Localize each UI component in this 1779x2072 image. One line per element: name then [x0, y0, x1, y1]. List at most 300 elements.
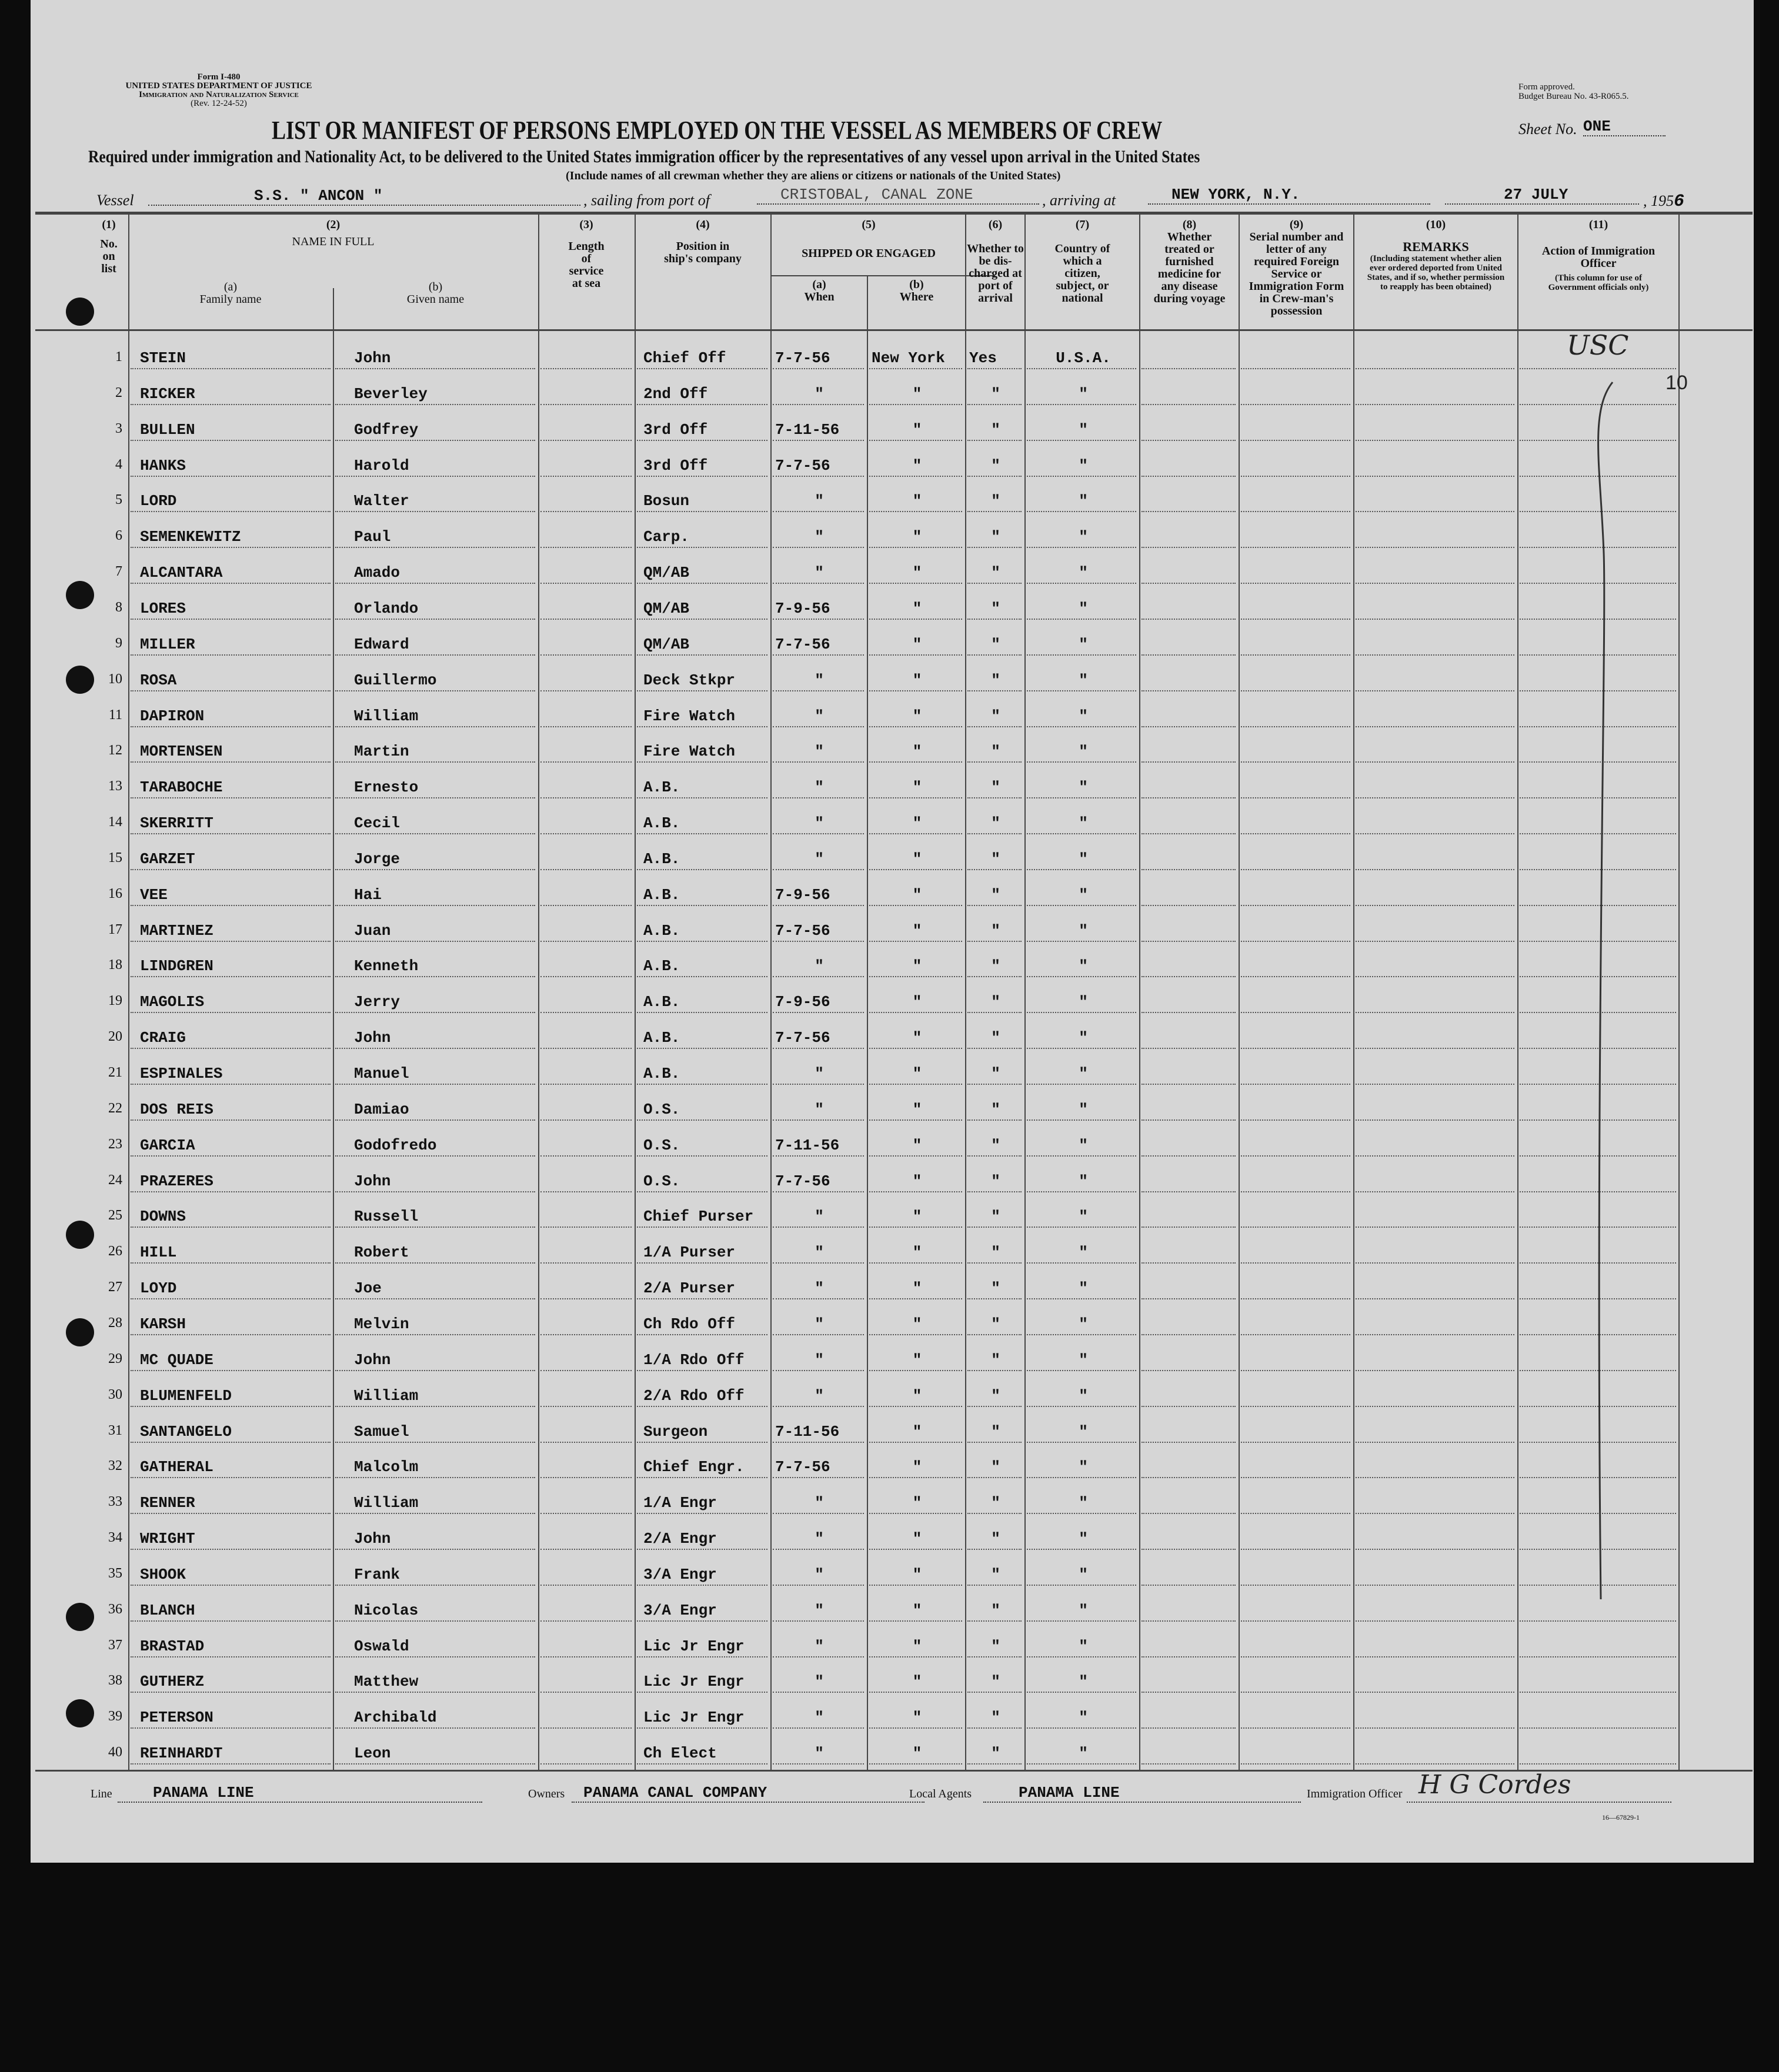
entry-line — [869, 690, 962, 691]
shipped-when: 7-11-56 — [775, 1136, 840, 1154]
shipped-when: " — [815, 1208, 824, 1226]
shipped-when: 7-7-56 — [775, 349, 830, 367]
country: " — [1079, 921, 1088, 940]
entry-line — [637, 941, 767, 942]
entry-line — [773, 1656, 864, 1657]
entry-line — [540, 1084, 632, 1085]
discharge-at-arrival: " — [991, 1637, 1000, 1655]
entry-line — [131, 797, 331, 798]
header-bottom-rule — [35, 329, 1753, 331]
entry-line — [637, 583, 767, 584]
entry-line — [1241, 941, 1350, 942]
entry-line — [869, 1406, 962, 1407]
discharge-at-arrival: " — [991, 707, 1000, 725]
entry-line — [335, 368, 535, 369]
line-value: PANAMA LINE — [118, 1784, 482, 1803]
entry-line — [1241, 511, 1350, 512]
position: 1/A Engr — [643, 1494, 717, 1512]
discharge-at-arrival: " — [991, 671, 1000, 689]
entry-line — [773, 1012, 864, 1013]
entry-line — [540, 368, 632, 369]
entry-line — [773, 905, 864, 906]
position: 3rd Off — [643, 420, 708, 439]
entry-line — [773, 1513, 864, 1514]
entry-line — [1142, 690, 1236, 691]
entry-line — [637, 1477, 767, 1478]
entry-line — [335, 1155, 535, 1157]
entry-line — [773, 690, 864, 691]
entry-line — [335, 1262, 535, 1264]
discharge-at-arrival: " — [991, 1565, 1000, 1583]
position: Chief Off — [643, 349, 726, 367]
crew-row — [31, 699, 1754, 735]
country: " — [1079, 1458, 1088, 1476]
entry-line — [869, 1227, 962, 1228]
col6-header: (6) Whether to be dis-charged at port of arrival — [967, 218, 1024, 305]
entry-line — [335, 941, 535, 942]
entry-line — [540, 404, 632, 405]
sheet-label: Sheet No. — [1518, 121, 1577, 138]
entry-line — [1356, 976, 1514, 977]
shipped-when: " — [815, 1315, 824, 1333]
entry-line — [1027, 368, 1136, 369]
sheet-number: ONE — [1583, 118, 1665, 136]
entry-line — [637, 976, 767, 977]
family-name: RICKER — [140, 385, 195, 403]
entry-line — [773, 511, 864, 512]
entry-line — [335, 1763, 535, 1764]
shipped-where: " — [912, 1065, 922, 1082]
entry-line — [335, 476, 535, 477]
entry-line — [773, 1298, 864, 1299]
entry-line — [335, 797, 535, 798]
entry-line — [335, 1298, 535, 1299]
row-number: 40 — [108, 1745, 122, 1760]
position: QM/AB — [643, 635, 690, 653]
entry-line — [335, 1334, 535, 1335]
family-name: KARSH — [140, 1315, 186, 1333]
given-name: Paul — [354, 528, 391, 546]
agents-value: PANAMA LINE — [983, 1784, 1301, 1803]
shipped-where: " — [912, 1530, 922, 1548]
discharge-at-arrival: " — [991, 1065, 1000, 1082]
entry-line — [131, 1048, 331, 1049]
country: " — [1079, 456, 1088, 474]
entry-line — [637, 1298, 767, 1299]
form-identity — [101, 73, 336, 108]
position: Ch Rdo Off — [643, 1315, 736, 1333]
entry-line — [335, 833, 535, 834]
entry-line — [540, 654, 632, 656]
given-name: Joe — [354, 1279, 382, 1298]
entry-line — [540, 476, 632, 477]
country: " — [1079, 778, 1088, 797]
entry-line — [540, 833, 632, 834]
entry-line — [967, 726, 1022, 727]
shipped-when: 7-9-56 — [775, 599, 830, 617]
entry-line — [967, 654, 1022, 656]
table-top-rule — [35, 212, 1753, 215]
crew-row — [31, 1593, 1754, 1629]
country: " — [1079, 1530, 1088, 1548]
entry-line — [1142, 511, 1236, 512]
count-annotation: 10 — [1665, 372, 1688, 394]
entry-line — [1027, 1585, 1136, 1586]
family-name: SANTANGELO — [140, 1422, 232, 1441]
entry-line — [773, 833, 864, 834]
entry-line — [1241, 1262, 1350, 1264]
shipped-when: " — [815, 564, 824, 582]
given-name: Archibald — [354, 1709, 437, 1727]
entry-line — [637, 1048, 767, 1049]
entry-line — [335, 1620, 535, 1622]
entry-line — [967, 797, 1022, 798]
given-name: Jorge — [354, 850, 400, 868]
entry-line — [773, 1727, 864, 1729]
family-name: LINDGREN — [140, 957, 213, 975]
shipped-where: " — [912, 1386, 922, 1405]
entry-line — [637, 1656, 767, 1657]
country: " — [1079, 1279, 1088, 1298]
crew-row — [31, 1700, 1754, 1736]
given-name: Orlando — [354, 599, 419, 617]
entry-line — [869, 583, 962, 584]
entry-line — [131, 654, 331, 656]
entry-line — [1356, 905, 1514, 906]
entry-line — [773, 1763, 864, 1764]
row-number: 1 — [115, 349, 122, 365]
entry-line — [1142, 583, 1236, 584]
entry-line — [540, 1155, 632, 1157]
entry-line — [637, 404, 767, 405]
discharge-at-arrival: " — [991, 743, 1000, 761]
entry-line — [1241, 583, 1350, 584]
entry-line — [869, 1012, 962, 1013]
position: 1/A Purser — [643, 1244, 736, 1262]
shipped-where: " — [912, 1208, 922, 1226]
shipped-where: " — [912, 385, 922, 403]
entry-line — [967, 1012, 1022, 1013]
country: " — [1079, 1494, 1088, 1512]
entry-line — [1356, 368, 1514, 369]
col2-header: (2) NAME IN FULL — [292, 218, 375, 248]
entry-line — [1241, 547, 1350, 548]
shipped-when: " — [815, 1565, 824, 1583]
position: A.B. — [643, 1065, 680, 1082]
vessel-label: Vessel — [96, 192, 134, 209]
entry-line — [1356, 1262, 1514, 1264]
country: " — [1079, 420, 1088, 439]
revision: (Rev. 12-24-52) — [191, 99, 247, 108]
shipped-when: " — [815, 743, 824, 761]
entry-line — [335, 690, 535, 691]
entry-line — [131, 1513, 331, 1514]
position: 2/A Purser — [643, 1279, 736, 1298]
entry-line — [131, 1370, 331, 1371]
entry-line — [1142, 1262, 1236, 1264]
shipped-where: " — [912, 743, 922, 761]
crew-row — [31, 1271, 1754, 1307]
family-name: DOS REIS — [140, 1100, 213, 1118]
punch-hole — [66, 1221, 94, 1249]
arrival-date: 27 JULY — [1445, 186, 1639, 205]
entry-line — [540, 1048, 632, 1049]
row-number: 36 — [108, 1601, 122, 1617]
entry-line — [1142, 1406, 1236, 1407]
entry-line — [1027, 1620, 1136, 1622]
shipped-where: " — [912, 707, 922, 725]
entry-line — [131, 1262, 331, 1264]
entry-line — [1241, 1298, 1350, 1299]
entry-line — [869, 1763, 962, 1764]
position: A.B. — [643, 850, 680, 868]
given-name: Guillermo — [354, 671, 437, 689]
entry-line — [967, 583, 1022, 584]
discharge-at-arrival: " — [991, 1172, 1000, 1190]
entry-line — [967, 1513, 1022, 1514]
entry-line — [540, 1656, 632, 1657]
family-name: SEMENKEWITZ — [140, 528, 241, 546]
entry-line — [335, 1585, 535, 1586]
entry-line — [637, 1155, 767, 1157]
given-name: William — [354, 1386, 419, 1405]
entry-line — [1142, 869, 1236, 870]
entry-line — [967, 1656, 1022, 1657]
shipped-when: 7-7-56 — [775, 1458, 830, 1476]
shipped-when: " — [815, 1351, 824, 1369]
entry-line — [1520, 1763, 1676, 1764]
shipped-where: " — [912, 1100, 922, 1118]
entry-line — [1027, 905, 1136, 906]
family-name: MAGOLIS — [140, 993, 205, 1011]
crew-row — [31, 1307, 1754, 1343]
row-number: 31 — [108, 1422, 122, 1438]
country: " — [1079, 671, 1088, 689]
entry-line — [967, 476, 1022, 477]
entry-line — [1027, 1012, 1136, 1013]
discharge-at-arrival: Yes — [969, 349, 997, 367]
shipped-where: " — [912, 1601, 922, 1619]
entry-line — [1142, 1227, 1236, 1228]
entry-line — [1142, 1513, 1236, 1514]
family-name: RENNER — [140, 1494, 195, 1512]
entry-line — [869, 404, 962, 405]
entry-line — [967, 761, 1022, 763]
entry-line — [540, 1012, 632, 1013]
entry-line — [1027, 833, 1136, 834]
entry-line — [1142, 476, 1236, 477]
shipped-when: " — [815, 850, 824, 868]
crew-row — [31, 1092, 1754, 1128]
entry-line — [131, 619, 331, 620]
entry-line — [869, 761, 962, 763]
entry-line — [637, 1585, 767, 1586]
entry-line — [1142, 726, 1236, 727]
crew-row — [31, 377, 1754, 413]
shipped-where: " — [912, 599, 922, 617]
row-number: 32 — [108, 1458, 122, 1474]
entry-line — [540, 440, 632, 441]
entry-line — [773, 726, 864, 727]
entry-line — [540, 1191, 632, 1192]
entry-line — [131, 404, 331, 405]
entry-line — [637, 1692, 767, 1693]
entry-line — [967, 905, 1022, 906]
entry-line — [637, 1084, 767, 1085]
entry-line — [131, 1406, 331, 1407]
approval-block — [1518, 82, 1628, 101]
arriving-label: , arriving at — [1042, 192, 1116, 209]
entry-line — [773, 1549, 864, 1550]
given-name: Samuel — [354, 1422, 409, 1441]
entry-line — [869, 1048, 962, 1049]
position: A.B. — [643, 1029, 680, 1047]
entry-line — [869, 1191, 962, 1192]
shipped-when: " — [815, 1065, 824, 1082]
crew-row — [31, 413, 1754, 449]
entry-line — [967, 547, 1022, 548]
entry-line — [1027, 1155, 1136, 1157]
row-number: 16 — [108, 885, 122, 901]
entry-line — [131, 1620, 331, 1622]
country: " — [1079, 1422, 1088, 1441]
entry-line — [773, 941, 864, 942]
discharge-at-arrival: " — [991, 1458, 1000, 1476]
given-name: Malcolm — [354, 1458, 419, 1476]
col5b-header: (b) Where — [899, 278, 934, 303]
crew-row — [31, 1558, 1754, 1593]
entry-line — [131, 368, 331, 369]
entry-line — [131, 583, 331, 584]
entry-line — [637, 511, 767, 512]
entry-line — [1241, 761, 1350, 763]
given-name: Manuel — [354, 1065, 409, 1082]
entry-line — [773, 404, 864, 405]
entry-line — [773, 440, 864, 441]
shipped-where: " — [912, 492, 922, 510]
discharge-at-arrival: " — [991, 921, 1000, 940]
entry-line — [637, 761, 767, 763]
entry-line — [1027, 476, 1136, 477]
entry-line — [967, 1370, 1022, 1371]
entry-line — [869, 654, 962, 656]
entry-line — [1356, 1477, 1514, 1478]
given-name: Walter — [354, 492, 409, 510]
entry-line — [1356, 1692, 1514, 1693]
shipped-where: " — [912, 1279, 922, 1298]
shipped-where: " — [912, 1673, 922, 1691]
entry-line — [773, 476, 864, 477]
entry-line — [1241, 1119, 1350, 1121]
crew-row — [31, 1021, 1754, 1057]
row-number: 12 — [108, 743, 122, 758]
row-number: 28 — [108, 1315, 122, 1331]
entry-line — [637, 1727, 767, 1729]
shipped-where: " — [912, 778, 922, 797]
family-name: LORES — [140, 599, 186, 617]
entry-line — [1142, 1656, 1236, 1657]
country: " — [1079, 993, 1088, 1011]
given-name: Godofredo — [354, 1136, 437, 1154]
given-name: Leon — [354, 1745, 391, 1763]
given-name: Melvin — [354, 1315, 409, 1333]
given-name: Oswald — [354, 1637, 409, 1655]
entry-line — [1241, 1656, 1350, 1657]
shipped-where: " — [912, 1458, 922, 1476]
officer-label: Immigration Officer — [1307, 1787, 1403, 1800]
shipped-where: " — [912, 1029, 922, 1047]
entry-line — [967, 869, 1022, 870]
entry-line — [1356, 547, 1514, 548]
budget-number: Budget Bureau No. 43-R065.5. — [1518, 92, 1629, 101]
col2a-header: (a) Family name — [199, 280, 262, 306]
row-number: 7 — [115, 564, 122, 580]
entry-line — [1356, 1119, 1514, 1121]
shipped-when: " — [815, 778, 824, 797]
row-number: 23 — [108, 1136, 122, 1152]
entry-line — [967, 1298, 1022, 1299]
entry-line — [1356, 833, 1514, 834]
entry-line — [967, 619, 1022, 620]
entry-line — [637, 1763, 767, 1764]
shipped-when: " — [815, 528, 824, 546]
entry-line — [1356, 1763, 1514, 1764]
entry-line — [1027, 1298, 1136, 1299]
entry-line — [1142, 1763, 1236, 1764]
entry-line — [637, 476, 767, 477]
position: A.B. — [643, 921, 680, 940]
entry-line — [1356, 583, 1514, 584]
entry-line — [869, 1155, 962, 1157]
sailing-from-port: CRISTOBAL, CANAL ZONE — [757, 186, 1039, 205]
entry-line — [773, 654, 864, 656]
crew-row — [31, 1665, 1754, 1700]
entry-line — [1356, 941, 1514, 942]
entry-line — [1356, 726, 1514, 727]
shipped-when: " — [815, 1100, 824, 1118]
row-number: 8 — [115, 599, 122, 615]
owners-value: PANAMA CANAL COMPANY — [572, 1784, 924, 1803]
country: " — [1079, 1386, 1088, 1405]
crew-row — [31, 556, 1754, 591]
country: " — [1079, 1065, 1088, 1082]
entry-line — [869, 833, 962, 834]
entry-line — [1241, 404, 1350, 405]
shipped-when: " — [815, 1279, 824, 1298]
entry-line — [967, 1406, 1022, 1407]
arriving-port: NEW YORK, N.Y. — [1148, 186, 1430, 205]
entry-line — [131, 1549, 331, 1550]
position: Fire Watch — [643, 743, 736, 761]
entry-line — [335, 905, 535, 906]
position: 2/A Rdo Off — [643, 1386, 745, 1405]
shipped-when: " — [815, 1709, 824, 1727]
entry-line — [1241, 1477, 1350, 1478]
country: " — [1079, 1315, 1088, 1333]
entry-line — [1027, 1477, 1136, 1478]
entry-line — [1027, 1048, 1136, 1049]
shipped-when: " — [815, 492, 824, 510]
row-number: 21 — [108, 1065, 122, 1080]
discharge-at-arrival: " — [991, 564, 1000, 582]
shipped-where: " — [912, 1709, 922, 1727]
given-name: Nicolas — [354, 1601, 419, 1619]
entry-line — [637, 1262, 767, 1264]
country: " — [1079, 492, 1088, 510]
discharge-at-arrival: " — [991, 1279, 1000, 1298]
entry-line — [131, 511, 331, 512]
entry-line — [967, 1442, 1022, 1443]
